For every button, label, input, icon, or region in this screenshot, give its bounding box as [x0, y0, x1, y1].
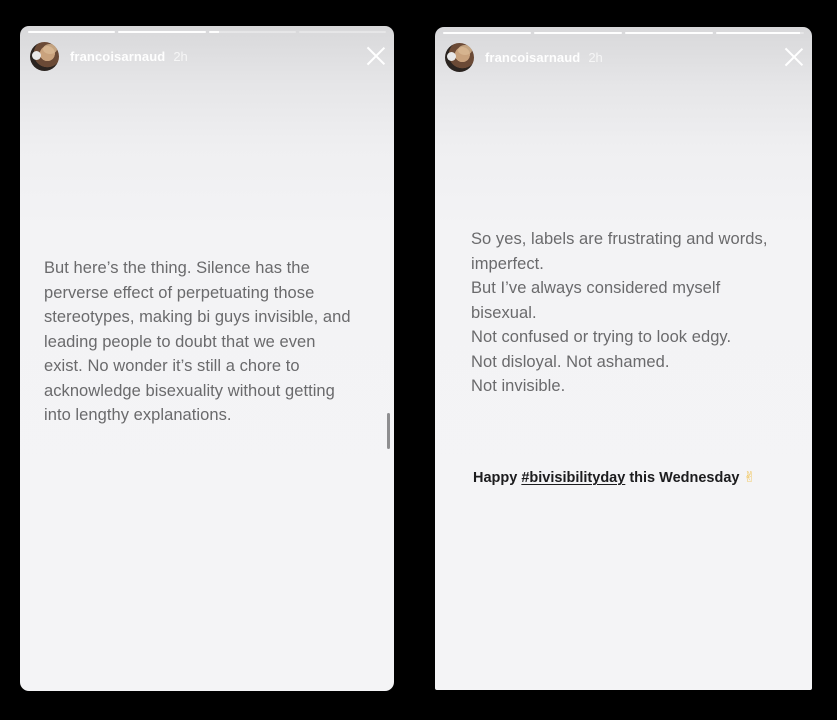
progress-segment — [443, 32, 531, 34]
progress-segment — [716, 32, 804, 34]
story-header — [30, 41, 386, 71]
text-line: But I’ve always considered myself — [471, 279, 721, 297]
story-body-text — [44, 256, 374, 428]
username[interactable]: francoisarnaud — [485, 49, 581, 65]
text-line: leading people to doubt that we even — [44, 332, 316, 351]
text-line: perverse effect of perpetuating those — [44, 283, 315, 302]
avatar[interactable] — [445, 43, 474, 72]
progress-segment — [299, 31, 386, 33]
story-card-left[interactable] — [20, 26, 394, 691]
progress-segment — [118, 31, 205, 33]
closing-line — [473, 470, 756, 486]
text-line: But here’s the thing. Silence has the — [44, 259, 310, 277]
timestamp: 2h — [588, 49, 603, 65]
close-icon[interactable] — [366, 46, 386, 66]
text-line: exist. No wonder it’s still a chore to — [44, 357, 300, 375]
closing-suffix: this Wednesday — [625, 470, 744, 486]
text-line: stereotypes, making bi guys invisible, and — [44, 308, 351, 326]
progress-segment — [209, 31, 296, 33]
text-line: So yes, labels are frustrating and words, — [471, 230, 768, 248]
hashtag-link[interactable]: #bivisibilityday — [521, 470, 626, 486]
story-body-text — [471, 227, 801, 399]
scrollbar[interactable] — [387, 413, 390, 449]
progress-segment — [625, 32, 713, 34]
progress-segment — [28, 31, 115, 33]
username[interactable]: francoisarnaud — [70, 48, 166, 64]
story-card-right[interactable] — [435, 27, 812, 690]
progress-segment — [534, 32, 622, 34]
text-line: imperfect. — [471, 254, 544, 273]
timestamp: 2h — [173, 48, 188, 64]
avatar[interactable] — [30, 42, 59, 71]
text-line: Not confused or trying to look edgy. — [471, 328, 732, 346]
victory-hand-icon: ✌ — [743, 470, 756, 486]
text-line: acknowledge bisexuality without getting — [44, 381, 335, 400]
close-icon[interactable] — [784, 47, 804, 67]
text-line: bisexual. — [471, 303, 537, 322]
text-line: Not invisible. — [471, 377, 566, 395]
text-line: into lengthy explanations. — [44, 406, 232, 424]
story-progress-bar — [28, 31, 386, 34]
text-line: Not disloyal. Not ashamed. — [471, 352, 670, 371]
story-progress-bar — [443, 32, 804, 35]
story-header — [445, 42, 804, 72]
closing-prefix: Happy — [473, 470, 522, 486]
